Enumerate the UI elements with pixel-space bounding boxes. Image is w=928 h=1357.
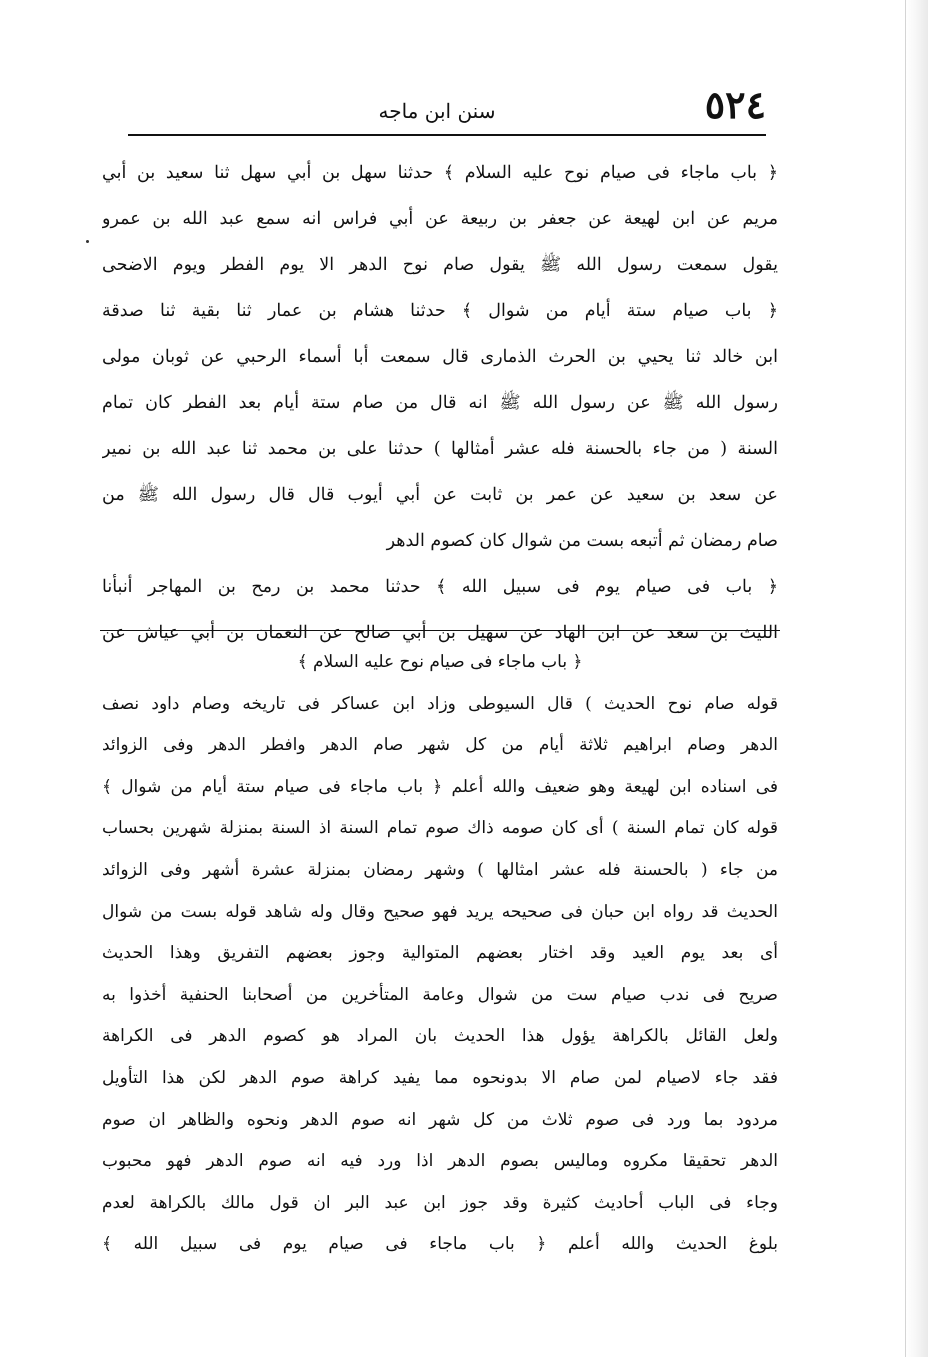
hadith-line: مريم عن ابن لهيعة عن جعفر بن ربيعة عن أبي فراس انه سمع عبد الله بن عمرو [102,209,778,229]
hadith-line: السنة ( من جاء بالحسنة فله عشر أمثالها ) حدثنا على بن محمد ثنا عبد الله بن نمير [102,439,778,459]
hadith-line: ﴿ باب ماجاء فى صيام نوح عليه السلام ﴾ حدثنا سهل بن أبي سهل ثنا سعيد بن أبي [102,163,778,183]
commentary-line: قوله صام نوح الحديث ) قال السيوطى وزاد ابن عساكر فى تاريخه وصام داود نصف [102,693,778,714]
hadith-line: عن سعد بن سعيد عن عمر بن ثابت عن أبي أيوب قال قال رسول الله ﷺ من [102,485,778,505]
hadith-line: ابن خالد ثنا يحيي بن الحرث الذمارى قال سمعت أبا أسماء الرحبي عن ثوبان مولى [102,347,778,367]
commentary-line: أى بعد يوم العيد وقد اختار بعضهم المتوالية وجوز بعضهم التفريق وهذا الحديث [102,943,778,964]
hadith-line: الليث بن سعد عن ابن الهاد عن سهيل بن أبي صالح عن النعمان بن أبي عياش عن [102,623,778,643]
commentary-text [102,642,778,1266]
running-title: سنن ابن ماجه [378,99,496,123]
hadith-line: ﴿ باب صيام ستة أيام من شوال ﴾ حدثنا هشام بن عمار ثنا بقية ثنا صدقة [102,301,778,321]
commentary-line: الدهر تحقيقا مكروه وماليس بصوم الدهر اذا ورد فيه انه صوم الدهر فهو محبوب [102,1151,778,1172]
page-header [108,78,766,138]
header-rule [128,134,766,136]
commentary-line: فى اسناده ابن لهيعة وهو ضعيف والله أعلم ﴿ باب ماجاء فى صيام ستة أيام من شوال ﴾ [102,776,778,797]
commentary-line: بلوغ الحديث والله أعلم ﴿ باب ماجاء فى صيام يوم فى سبيل الله ﴾ [102,1234,778,1255]
page-number: ٥٢٤ [704,82,766,127]
scan-edge-shadow [905,0,928,1357]
commentary-line: صريح فى ندب صيام ست من شوال وعامة المتأخرين من أصحابنا الحنفية أخذوا به [102,984,778,1005]
commentary-line: من جاء ( بالحسنة فله عشر امثالها ) وشهر رمضان بمنزلة عشرة أشهر وفى الزوائد [102,859,778,880]
commentary-line: فقد جاء لاصيام لمن صام الا بدونحوه مما يفيد كراهة صوم الدهر لكن هذا التأويل [102,1067,778,1088]
hadith-line: صام رمضان ثم أتبعه بست من شوال كان كصوم الدهر [386,531,778,551]
ink-speck [86,240,89,243]
commentary-line: الحديث قد رواه ابن حبان فى صحيحه يريد فهو صحيح وقال وله شاهد قوله بست من شوال [102,901,778,922]
commentary-line: ولعل القائل بالكراهة يؤول هذا الحديث بان المراد هو كصوم الدهر فى الكراهة [102,1026,778,1047]
hadith-line: ﴿ باب فى صيام يوم فى سبيل الله ﴾ حدثنا محمد بن رمح بن المهاجر أنبأنا [102,577,778,597]
commentary-divider [100,630,780,631]
hadith-line: يقول سمعت رسول الله ﷺ يقول صام نوح الدهر الا يوم الفطر ويوم الاضحى [102,255,778,275]
hadith-line: رسول الله ﷺ عن رسول الله ﷺ انه قال من صام ستة أيام بعد الفطر كان تمام [102,393,778,413]
commentary-heading: ﴿ باب ماجاء فى صيام نوح عليه السلام ﴾ [297,652,583,672]
commentary-line: الدهر وصام ابراهيم ثلاثة أيام من كل شهر صام الدهر وافطر الدهر وفى الزوائد [102,735,778,756]
hadith-text [102,150,778,656]
commentary-line: قوله كان تمام السنة ) أى كان صومه ذاك صوم تمام السنة اذ السنة بمنزلة شهرين بحساب [102,818,778,839]
commentary-line: وجاء فى الباب أحاديث كثيرة وقد جوز ابن عبد البر ان قول مالك بالكراهة لعدم [102,1192,778,1213]
commentary-line: مردود بما ورد فى صوم ثلاث من كل شهر انه صوم الدهر ونحوه والظاهر ان صوم [102,1109,778,1130]
